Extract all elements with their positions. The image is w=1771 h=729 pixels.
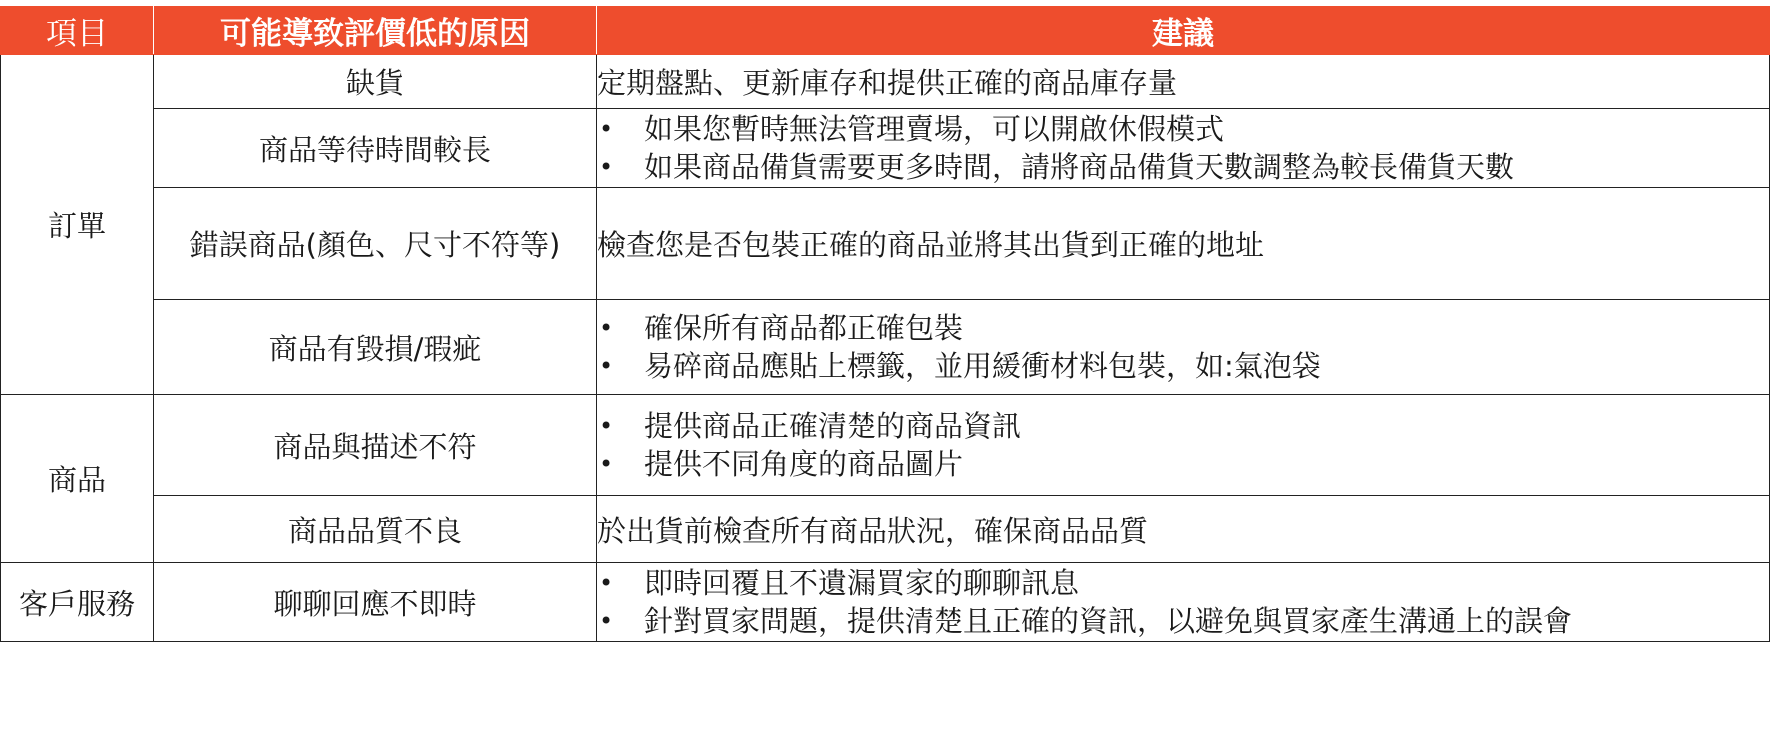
table-row bbox=[1, 563, 1770, 642]
header-cause: 可能導致評價低的原因 bbox=[154, 7, 597, 55]
group-label-customer-service: 客戶服務 bbox=[1, 563, 154, 642]
advice-list bbox=[597, 564, 1769, 640]
table-row bbox=[1, 300, 1770, 395]
list-item-text: 易碎商品應貼上標籤，並用緩衝材料包裝，如:氣泡袋 bbox=[644, 349, 1321, 383]
cause-text: 缺貨 bbox=[345, 66, 404, 100]
group-label-order: 訂單 bbox=[1, 55, 154, 395]
rating-advice-sheet bbox=[0, 6, 1771, 642]
advice-list bbox=[597, 407, 1769, 483]
bullet-icon: • bbox=[599, 115, 614, 143]
table-row bbox=[1, 395, 1770, 496]
list-item-text: 即時回覆且不遺漏買家的聊聊訊息 bbox=[644, 566, 1080, 600]
bullet-icon: • bbox=[599, 450, 614, 478]
list-item bbox=[597, 407, 1769, 445]
list-item bbox=[597, 309, 1769, 347]
advice-list bbox=[597, 110, 1769, 186]
bullet-icon: • bbox=[599, 153, 614, 181]
table-header-row bbox=[1, 7, 1770, 55]
cause-cell bbox=[154, 55, 597, 109]
table-row bbox=[1, 55, 1770, 109]
list-item-text: 針對買家問題，提供清楚且正確的資訊，以避免與買家產生溝通上的誤會 bbox=[644, 604, 1573, 638]
advice-cell: 檢查您是否包裝正確的商品並將其出貨到正確的地址 bbox=[597, 188, 1770, 300]
bullet-icon: • bbox=[599, 569, 614, 597]
bullet-icon: • bbox=[599, 314, 614, 342]
list-item bbox=[597, 347, 1769, 385]
advice-cell bbox=[597, 300, 1770, 395]
bullet-icon: • bbox=[599, 412, 614, 440]
header-item: 項目 bbox=[1, 7, 154, 55]
list-item bbox=[597, 602, 1769, 640]
advice-list bbox=[597, 309, 1769, 385]
advice-cell: 於出貨前檢查所有商品狀況，確保商品品質 bbox=[597, 496, 1770, 563]
advice-cell: 定期盤點、更新庫存和提供正確的商品庫存量 bbox=[597, 55, 1770, 109]
table-row bbox=[1, 109, 1770, 188]
cause-cell: 商品等待時間較長 bbox=[154, 109, 597, 188]
list-item-text: 如果您暫時無法管理賣場，可以開啟休假模式 bbox=[644, 112, 1225, 146]
list-item bbox=[597, 445, 1769, 483]
advice-cell bbox=[597, 563, 1770, 642]
cause-cell: 錯誤商品(顏色、尺寸不符等) bbox=[154, 188, 597, 300]
bullet-icon: • bbox=[599, 352, 614, 380]
table-row bbox=[1, 496, 1770, 563]
list-item bbox=[597, 110, 1769, 148]
list-item-text: 確保所有商品都正確包裝 bbox=[644, 311, 964, 345]
group-label-product: 商品 bbox=[1, 395, 154, 563]
cause-cell: 商品品質不良 bbox=[154, 496, 597, 563]
advice-cell bbox=[597, 109, 1770, 188]
advice-cell bbox=[597, 395, 1770, 496]
list-item-text: 提供商品正確清楚的商品資訊 bbox=[644, 409, 1022, 443]
rating-advice-table bbox=[0, 6, 1770, 642]
header-advice: 建議 bbox=[597, 7, 1770, 55]
bullet-icon: • bbox=[599, 607, 614, 635]
cause-cell: 商品有毀損/瑕疵 bbox=[154, 300, 597, 395]
list-item bbox=[597, 148, 1769, 186]
cause-cell: 商品與描述不符 bbox=[154, 395, 597, 496]
list-item-text: 如果商品備貨需要更多時間，請將商品備貨天數調整為較長備貨天數 bbox=[644, 150, 1515, 184]
list-item-text: 提供不同角度的商品圖片 bbox=[644, 447, 964, 481]
list-item bbox=[597, 564, 1769, 602]
table-row bbox=[1, 188, 1770, 300]
cause-cell: 聊聊回應不即時 bbox=[154, 563, 597, 642]
